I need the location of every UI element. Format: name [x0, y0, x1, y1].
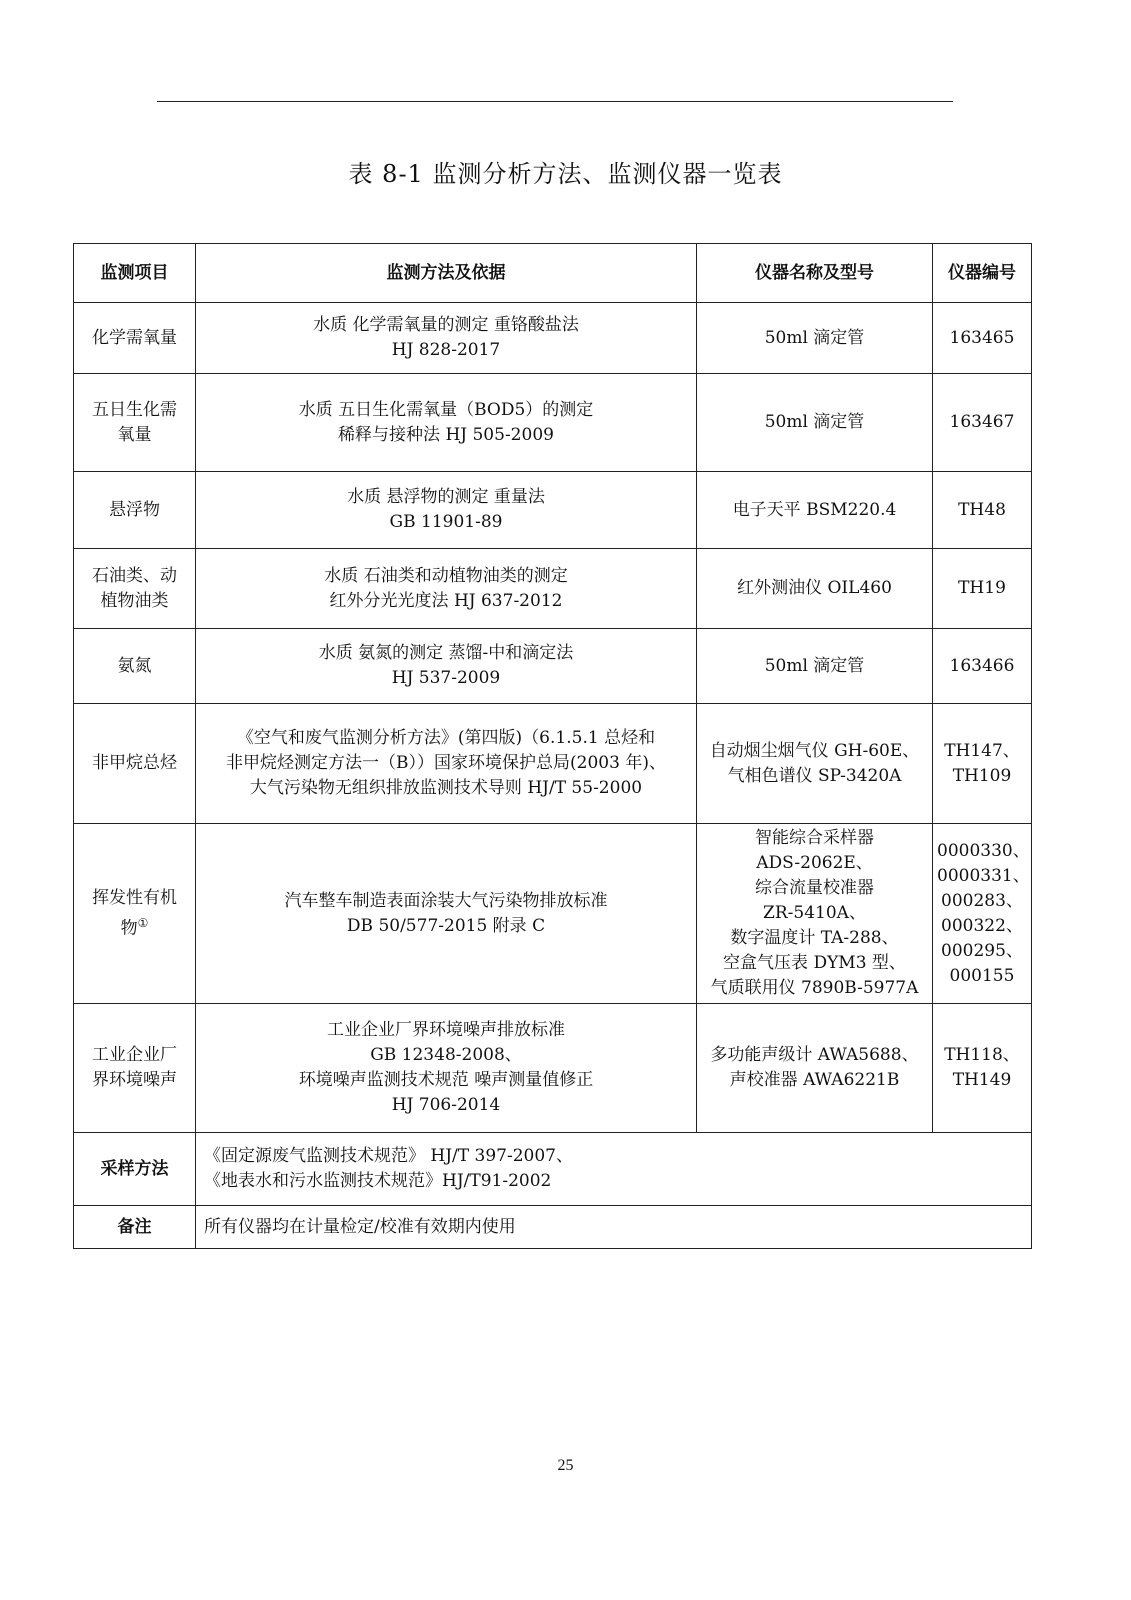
cell-method: [196, 303, 697, 374]
item-text: 氨氮: [117, 655, 152, 676]
remark-label: 备注: [74, 1206, 196, 1249]
code-line: [937, 939, 1027, 964]
item-text: 界环境噪声: [92, 1070, 177, 1090]
code-text: TH48: [958, 499, 1006, 520]
method-text: 水质 悬浮物的测定 重量法: [347, 487, 545, 507]
instrument-text: 50ml 滴定管: [764, 412, 865, 432]
method-text: 《空气和废气监测分析方法》(第四版)（6.1.5.1 总烃和: [236, 728, 656, 748]
method-line: [200, 666, 692, 691]
code-text: TH109: [952, 765, 1012, 786]
code-text: 163465: [949, 327, 1015, 348]
instrument-text: 数字温度计 TA-288、: [730, 928, 899, 948]
table-row: [74, 303, 1032, 374]
code-line: [937, 964, 1027, 989]
cell-code: [933, 824, 1032, 1004]
header-instrument: 仪器名称及型号: [697, 244, 933, 303]
code-line: [937, 326, 1027, 351]
code-text: TH149: [952, 1070, 1012, 1090]
table-title: 表 8-1 监测分析方法、监测仪器一览表: [348, 160, 783, 188]
cell-code: [933, 704, 1032, 824]
cell-instrument: [697, 303, 933, 374]
cell-instrument: [697, 472, 933, 549]
method-text: 稀释与接种法 HJ 505-2009: [338, 424, 554, 445]
item-line: [78, 423, 191, 448]
cell-item: [74, 472, 196, 549]
header-item: 监测项目: [74, 244, 196, 303]
method-text: HJ 537-2009: [391, 668, 501, 688]
sampling-text: 《固定源废气监测技术规范》 HJ/T 397-2007、: [204, 1146, 573, 1166]
instrument-line: [701, 951, 928, 976]
method-text: 水质 石油类和动植物油类的测定: [324, 565, 568, 586]
cell-instrument: [697, 1004, 933, 1133]
cell-item: [74, 629, 196, 704]
method-text: 水质 五日生化需氧量（BOD5）的测定: [298, 399, 594, 420]
method-text: HJ 706-2014: [391, 1095, 501, 1115]
footnote-marker: ①: [137, 915, 149, 930]
instrument-text: 50ml 滴定管: [764, 655, 865, 676]
item-line: [78, 1043, 191, 1068]
sampling-text: 《地表水和污水监测技术规范》HJ/T91-2002: [204, 1171, 552, 1191]
method-text: 工业企业厂界环境噪声排放标准: [327, 1020, 565, 1040]
item-text: 工业企业厂: [92, 1045, 177, 1065]
code-text: 0000331、: [937, 865, 1030, 886]
instrument-line: [701, 976, 928, 1001]
instrument-line: [701, 926, 928, 951]
method-text: 非甲烷烃测定方法一（B））国家环境保护总局(2003 年)、: [226, 753, 666, 773]
table-row: [74, 629, 1032, 704]
instrument-text: 电子天平 BSM220.4: [732, 499, 897, 520]
cell-instrument: [697, 629, 933, 704]
cell-code: [933, 629, 1032, 704]
cell-instrument: [697, 824, 933, 1004]
method-text: DB 50/577-2015 附录 C: [346, 915, 546, 936]
sampling-label: 采样方法: [74, 1133, 196, 1206]
method-text: 汽车整车制造表面涂装大气污染物排放标准: [284, 890, 608, 911]
code-line: [937, 1043, 1027, 1068]
code-text: 163467: [949, 412, 1015, 432]
cell-code: [933, 303, 1032, 374]
header-code: 仪器编号: [933, 244, 1032, 303]
method-text: 红外分光光度法 HJ 637-2012: [329, 590, 563, 611]
instrument-text: 声校准器 AWA6221B: [729, 1070, 900, 1090]
code-text: 163466: [949, 655, 1015, 676]
cell-method: [196, 629, 697, 704]
item-text: 悬浮物: [109, 499, 160, 520]
instrument-line: [701, 764, 928, 789]
cell-code: [933, 472, 1032, 549]
method-line: [200, 398, 692, 423]
code-line: [937, 654, 1027, 679]
instrument-line: [701, 326, 928, 351]
code-text: 000155: [949, 965, 1015, 986]
item-text: 石油类、动: [92, 565, 177, 586]
method-line: [200, 589, 692, 614]
code-line: [937, 1068, 1027, 1093]
table-row: [74, 824, 1032, 1004]
code-line: [937, 914, 1027, 939]
item-line: [78, 751, 191, 776]
table-row: [74, 704, 1032, 824]
code-text: 0000330、: [937, 840, 1030, 861]
table-row: [74, 472, 1032, 549]
item-line: [78, 654, 191, 679]
table-row: [74, 374, 1032, 472]
instrument-text: 气质联用仪 7890B-5977A: [710, 978, 919, 998]
method-text: 大气污染物无组织排放监测技术导则 HJ/T 55-2000: [249, 778, 643, 798]
method-line: [200, 564, 692, 589]
cell-item: [74, 824, 196, 1004]
code-text: TH147、: [944, 740, 1020, 761]
monitoring-methods-table: [73, 243, 1032, 1249]
item-line: [78, 589, 191, 614]
cell-item: [74, 303, 196, 374]
code-text: TH118、: [944, 1045, 1020, 1065]
instrument-line: [701, 1043, 928, 1068]
code-line: [937, 410, 1027, 435]
code-line: [937, 498, 1027, 523]
table-row: [74, 1004, 1032, 1133]
method-line: [200, 1093, 692, 1118]
cell-code: [933, 374, 1032, 472]
method-line: [200, 889, 692, 914]
item-text: 植物油类: [100, 590, 169, 611]
code-text: 000295、: [941, 940, 1023, 961]
method-line: [200, 1068, 692, 1093]
header-rule: [157, 101, 953, 102]
table-header-row: [74, 244, 1032, 303]
code-line: [937, 864, 1030, 889]
method-text: HJ 828-2017: [391, 340, 501, 360]
cell-instrument: [697, 549, 933, 629]
cell-code: [933, 549, 1032, 629]
instrument-line: [701, 654, 928, 679]
method-text: GB 11901-89: [389, 512, 503, 532]
cell-item: [74, 374, 196, 472]
method-line: [200, 1018, 692, 1043]
method-line: [200, 726, 692, 751]
item-text: 挥发性有机: [92, 887, 177, 908]
code-line: [937, 739, 1027, 764]
instrument-line: [701, 826, 928, 851]
cell-code: [933, 1004, 1032, 1133]
instrument-text: 空盒气压表 DYM3 型、: [723, 953, 906, 973]
item-line: [78, 1068, 191, 1093]
method-line: [200, 485, 692, 510]
instrument-line: [701, 1068, 928, 1093]
item-line: [78, 564, 191, 589]
remark-text: 所有仪器均在计量检定/校准有效期内使用: [196, 1206, 1032, 1249]
page-number: 25: [557, 1457, 574, 1474]
code-text: TH19: [958, 578, 1006, 598]
sampling-row: [74, 1133, 1032, 1206]
code-line: [937, 889, 1027, 914]
method-text: 水质 化学需氧量的测定 重铬酸盐法: [313, 315, 579, 335]
method-line: [200, 423, 692, 448]
cell-method: [196, 472, 697, 549]
instrument-line: [701, 851, 928, 876]
instrument-text: 综合流量校准器: [755, 878, 874, 898]
method-text: GB 12348-2008、: [370, 1045, 522, 1065]
cell-item: [74, 704, 196, 824]
item-line: [78, 886, 191, 911]
cell-item: [74, 1004, 196, 1133]
instrument-line: [701, 410, 928, 435]
instrument-line: [701, 576, 928, 601]
instrument-text: 气相色谱仪 SP-3420A: [727, 765, 902, 786]
instrument-text: 智能综合采样器: [755, 828, 874, 848]
method-line: [200, 1043, 692, 1068]
cell-instrument: [697, 704, 933, 824]
item-text: 氧量: [117, 424, 152, 445]
code-line: [937, 576, 1027, 601]
item-line: [78, 398, 191, 423]
instrument-line: [701, 876, 928, 901]
code-text: 000283、: [941, 890, 1023, 911]
code-text: 000322、: [941, 915, 1023, 936]
instrument-text: 红外测油仪 OIL460: [737, 578, 892, 598]
cell-method: [196, 374, 697, 472]
instrument-text: ZR-5410A、: [763, 903, 866, 923]
table-row: [74, 549, 1032, 629]
cell-method: [196, 1004, 697, 1133]
method-line: [200, 914, 692, 939]
cell-item: [74, 549, 196, 629]
method-text: 环境噪声监测技术规范 噪声测量值修正: [298, 1070, 594, 1090]
method-text: 水质 氨氮的测定 蒸馏-中和滴定法: [318, 643, 574, 663]
cell-method: [196, 549, 697, 629]
remark-row: [74, 1206, 1032, 1249]
item-line: [78, 911, 191, 942]
instrument-text: 自动烟尘烟气仪 GH-60E、: [709, 740, 920, 761]
item-text: 物: [120, 918, 138, 939]
method-line: [200, 510, 692, 535]
header-method: 监测方法及依据: [196, 244, 697, 303]
code-line: [937, 839, 1030, 864]
cell-method: [196, 824, 697, 1004]
instrument-line: [701, 901, 928, 926]
instrument-text: ADS-2062E、: [756, 853, 873, 873]
cell-sampling: [196, 1133, 1032, 1206]
item-line: [78, 326, 191, 351]
item-text: 化学需氧量: [92, 327, 177, 348]
instrument-text: 多功能声级计 AWA5688、: [710, 1045, 919, 1065]
method-line: [200, 641, 692, 666]
method-line: [200, 313, 692, 338]
method-line: [200, 751, 692, 776]
instrument-text: 50ml 滴定管: [764, 327, 865, 348]
method-line: [200, 338, 692, 363]
cell-instrument: [697, 374, 933, 472]
instrument-line: [701, 739, 928, 764]
sampling-line: [204, 1169, 1027, 1194]
item-text: 五日生化需: [92, 399, 177, 420]
sampling-line: [204, 1144, 1027, 1169]
method-line: [200, 776, 692, 801]
instrument-line: [701, 498, 928, 523]
cell-method: [196, 704, 697, 824]
code-line: [937, 764, 1027, 789]
item-text: 非甲烷总烃: [92, 753, 177, 773]
item-line: [78, 498, 191, 523]
